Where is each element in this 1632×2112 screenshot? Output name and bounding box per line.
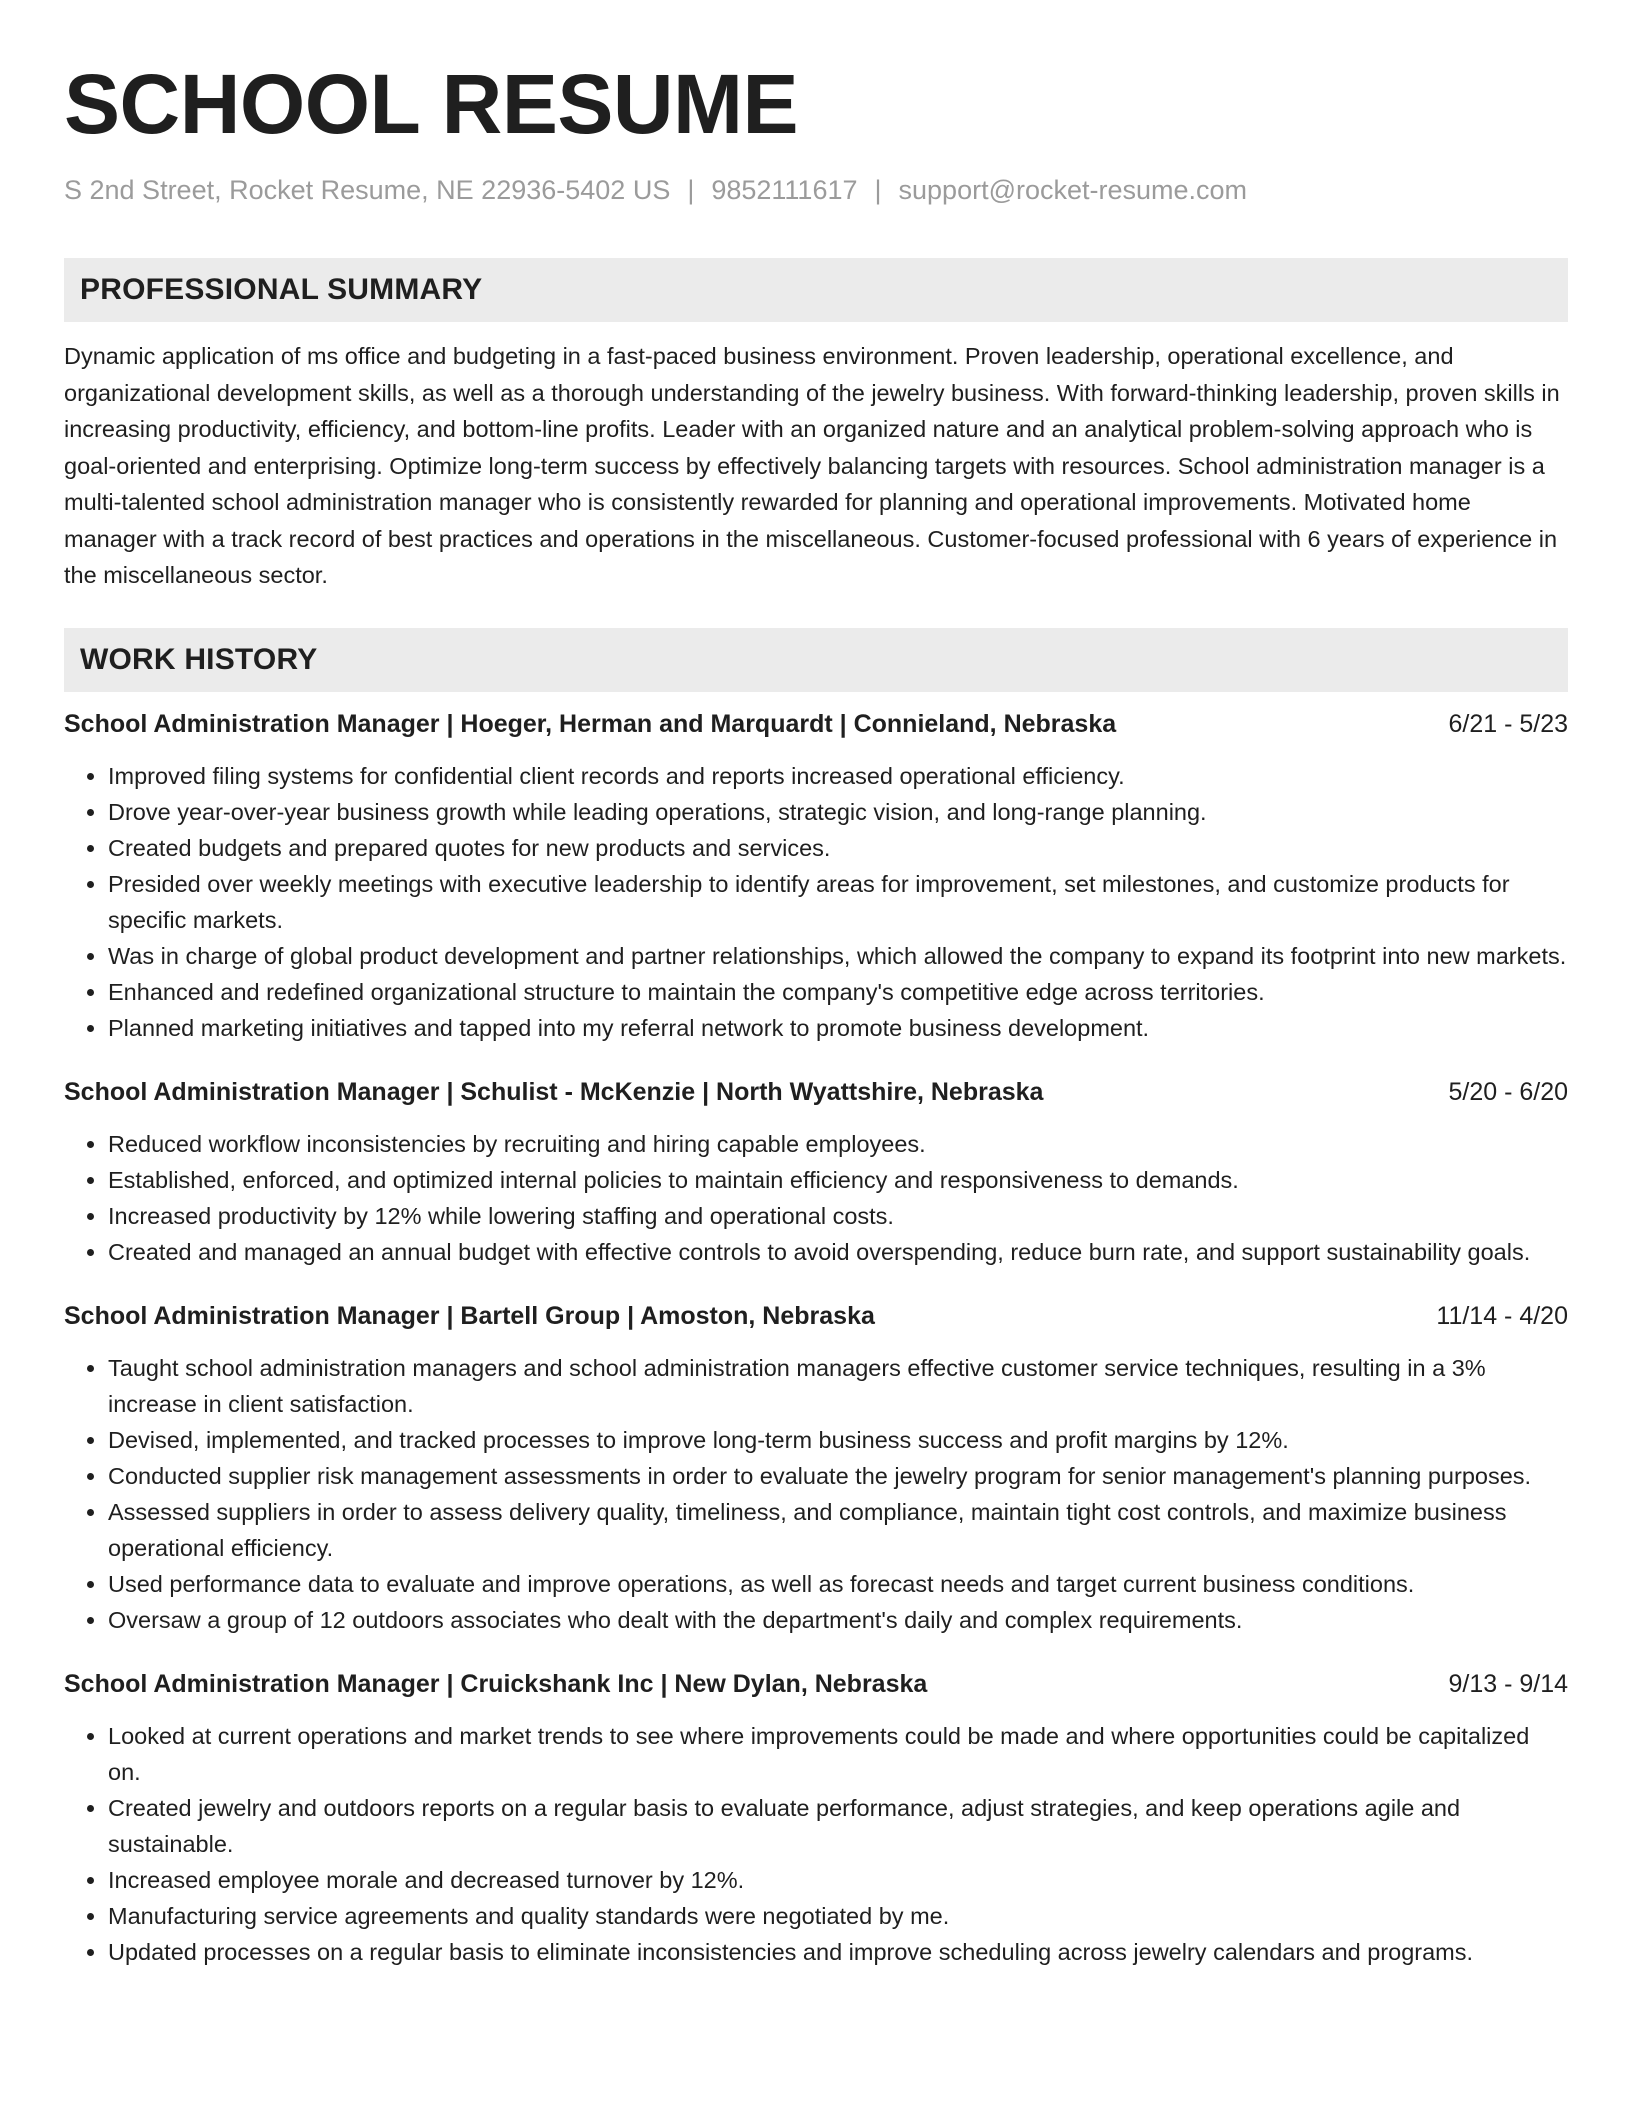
job-title: School Administration Manager | Bartell Group | Amoston, Nebraska: [64, 1301, 875, 1330]
job-bullet: • Assessed suppliers in order to assess delivery quality, timeliness, and compliance, maintain tight cost controls, and maximize business operational efficiency.: [108, 1494, 1568, 1566]
contact-separator: |: [874, 175, 882, 205]
contact-separator: |: [687, 175, 695, 205]
job-bullet: • Looked at current operations and market trends to see where improvements could be made and where opportunities could be capitalized on.: [108, 1718, 1568, 1790]
job-bullet: • Enhanced and redefined organizational structure to maintain the company's competitive edge across territories.: [108, 974, 1568, 1010]
job-dates: 9/13 - 9/14: [1448, 1669, 1568, 1698]
job-bullets: [64, 1126, 1568, 1270]
summary-text: Dynamic application of ms office and budgeting in a fast-paced business environment. Proven leadership, operational excellence, and organizational development skills, as well as a thorough understanding of the jewelry business. With forward-thinking leadership, proven skills in increasing productivity, efficiency, and bottom-line profits. Leader with an organized nature and an analytical problem-solving approach who is goal-oriented and enterprising. Optimize long-term success by effectively balancing targets with resources. School administration manager is a multi-talented school administration manager who is consistently rewarded for planning and operational improvements. Motivated home manager with a track record of best practices and operations in the miscellaneous. Customer-focused professional with 6 years of experience in the miscellaneous sector.: [64, 343, 1560, 588]
contact-email: support@rocket-resume.com: [898, 175, 1248, 205]
job-bullet: • Conducted supplier risk management assessments in order to evaluate the jewelry program for senior management's planning purposes.: [108, 1458, 1568, 1494]
contact-line: [64, 170, 1568, 210]
job-entry: [64, 1666, 1568, 1970]
job-bullet: • Created and managed an annual budget with effective controls to avoid overspending, reduce burn rate, and support sustainability goals.: [108, 1234, 1568, 1270]
job-bullets: [64, 1350, 1568, 1638]
job-header: [64, 1666, 1568, 1702]
job-bullet: • Planned marketing initiatives and tapped into my referral network to promote business development.: [108, 1010, 1568, 1046]
job-header: [64, 1298, 1568, 1334]
summary-section-header: [64, 258, 1568, 322]
job-bullet: • Created budgets and prepared quotes for new products and services.: [108, 830, 1568, 866]
job-entry: [64, 1298, 1568, 1638]
job-bullet: • Was in charge of global product development and partner relationships, which allowed the company to expand its footprint into new markets.: [108, 938, 1568, 974]
job-bullet: • Updated processes on a regular basis to eliminate inconsistencies and improve scheduling across jewelry calendars and programs.: [108, 1934, 1568, 1970]
resume-name: SCHOOL RESUME: [64, 57, 799, 151]
job-entry: [64, 706, 1568, 1046]
job-title: School Administration Manager | Hoeger, Herman and Marquardt | Connieland, Nebraska: [64, 709, 1117, 738]
job-title: School Administration Manager | Cruickshank Inc | New Dylan, Nebraska: [64, 1669, 928, 1698]
job-bullet: • Increased productivity by 12% while lowering staffing and operational costs.: [108, 1198, 1568, 1234]
contact-address: S 2nd Street, Rocket Resume, NE 22936-5402 US: [64, 175, 671, 205]
job-bullet: • Increased employee morale and decreased turnover by 12%.: [108, 1862, 1568, 1898]
job-bullet: • Created jewelry and outdoors reports on a regular basis to evaluate performance, adjust strategies, and keep operations agile and sustainable.: [108, 1790, 1568, 1862]
job-bullet: • Oversaw a group of 12 outdoors associates who dealt with the department's daily and complex requirements.: [108, 1602, 1568, 1638]
work-section-header: [64, 628, 1568, 692]
job-dates: 6/21 - 5/23: [1448, 709, 1568, 738]
job-bullet: • Devised, implemented, and tracked processes to improve long-term business success and profit margins by 12%.: [108, 1422, 1568, 1458]
job-bullet: • Manufacturing service agreements and quality standards were negotiated by me.: [108, 1898, 1568, 1934]
job-header: [64, 1074, 1568, 1110]
work-heading: WORK HISTORY: [80, 642, 318, 676]
job-entry: [64, 1074, 1568, 1270]
contact-phone: 9852111617: [711, 175, 858, 205]
job-bullet: • Used performance data to evaluate and improve operations, as well as forecast needs and target current business conditions.: [108, 1566, 1568, 1602]
job-bullet: • Drove year-over-year business growth while leading operations, strategic vision, and long-range planning.: [108, 794, 1568, 830]
job-bullets: [64, 758, 1568, 1046]
job-dates: 11/14 - 4/20: [1436, 1301, 1568, 1330]
job-bullet: • Improved filing systems for confidential client records and reports increased operational efficiency.: [108, 758, 1568, 794]
job-bullet: • Presided over weekly meetings with executive leadership to identify areas for improvement, set milestones, and customize products for specific markets.: [108, 866, 1568, 938]
job-bullet: • Reduced workflow inconsistencies by recruiting and hiring capable employees.: [108, 1126, 1568, 1162]
job-dates: 5/20 - 6/20: [1448, 1077, 1568, 1106]
summary-heading: PROFESSIONAL SUMMARY: [80, 273, 483, 306]
work-history-list: [64, 706, 1568, 1970]
job-bullets: [64, 1718, 1568, 1970]
job-bullet: • Taught school administration managers and school administration managers effective customer service techniques, resulting in a 3% increase in client satisfaction.: [108, 1350, 1568, 1422]
job-header: [64, 706, 1568, 742]
job-title: School Administration Manager | Schulist - McKenzie | North Wyattshire, Nebraska: [64, 1077, 1044, 1106]
job-bullet: • Established, enforced, and optimized internal policies to maintain efficiency and responsiveness to demands.: [108, 1162, 1568, 1198]
